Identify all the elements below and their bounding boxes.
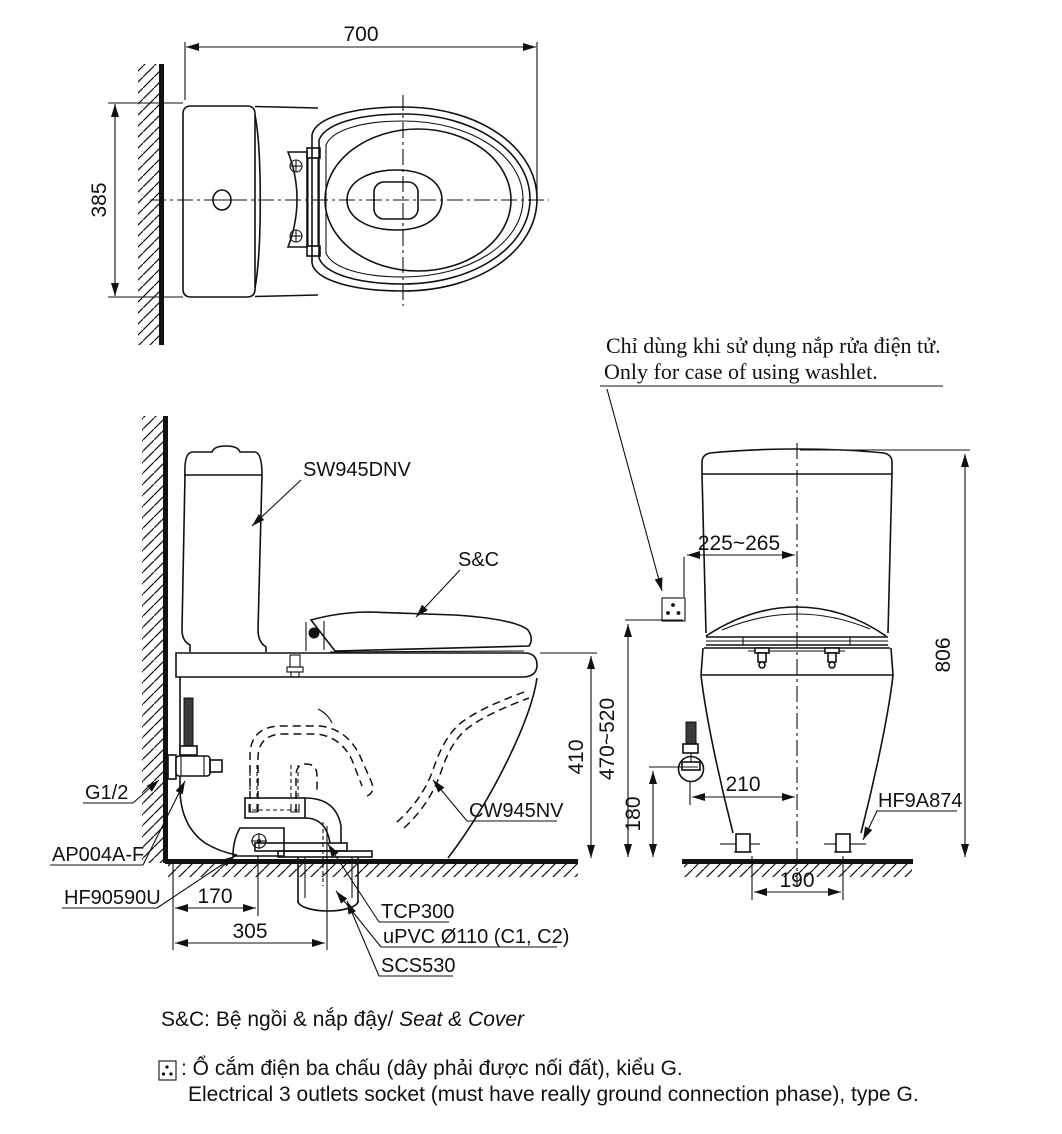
hinge-tab-top	[307, 148, 320, 158]
dim-305-text: 305	[232, 920, 268, 943]
tank-outline-top	[183, 106, 255, 297]
dim-valve-offset-210	[690, 773, 795, 805]
cover-outer	[312, 107, 537, 291]
power-socket-icon	[662, 598, 685, 621]
dim-210-text: 210	[725, 773, 761, 796]
flange-plate-1	[255, 843, 347, 851]
seat-hinge-bolt-left	[755, 648, 769, 668]
floor-hatch-side	[168, 864, 578, 877]
leader-tank	[252, 480, 301, 526]
label-adapter: SCS530	[381, 955, 456, 977]
label-drain-pipe: uPVC Ø110 (C1, C2)	[383, 926, 570, 948]
footnote-socket-vi: : Ổ cắm điện ba chấu (dây phải được nối đất), kiểu G.	[181, 1057, 683, 1080]
cover-rim2	[319, 114, 530, 284]
label-stop-valve: AP004A-F	[52, 844, 145, 866]
label-seat-cover: S&C	[458, 549, 500, 571]
dim-170-text: 170	[197, 885, 233, 908]
rim-side-left	[701, 648, 703, 675]
pedestal-front-left	[701, 675, 733, 833]
power-socket-icon-footnote	[159, 1061, 176, 1080]
deck-side	[176, 653, 537, 677]
dim-470-520-text: 470~520	[596, 697, 619, 781]
dim-385-text: 385	[88, 182, 111, 218]
dim-410-text: 410	[565, 739, 588, 775]
footnote-seat-cover	[161, 1008, 525, 1031]
hinge-tab-bottom	[307, 246, 320, 256]
label-flange: TCP300	[381, 901, 455, 923]
dim-806-text: 806	[932, 637, 955, 673]
seat-hinge-bolt-right	[825, 648, 839, 668]
flange-plate-2	[278, 851, 372, 857]
rim-side-right	[891, 648, 893, 675]
cover-dome	[706, 607, 886, 636]
dim-700-text: 700	[343, 23, 379, 46]
washlet-note-leader	[607, 389, 662, 591]
wall-hatch	[138, 64, 161, 345]
trap-inner	[258, 734, 362, 812]
footnote-socket-en: Electrical 3 outlets socket (must have really ground connection phase), type G.	[188, 1083, 919, 1106]
floor-bolt-left	[720, 834, 760, 852]
side-view	[50, 416, 597, 977]
hinge-bar	[308, 158, 318, 246]
dim-depth-385	[88, 103, 183, 297]
label-supply-thread: G1/2	[85, 782, 129, 804]
dim-socket-offset	[684, 532, 795, 597]
dim-width-700	[185, 23, 537, 200]
label-fixing: HF90590U	[64, 887, 161, 909]
seat-cover-side	[311, 612, 531, 651]
leader-bowl	[433, 780, 467, 821]
floor-bolt-right	[824, 834, 866, 852]
fill-valve-stub	[287, 655, 303, 677]
tank-side-right	[258, 475, 266, 652]
trap-weir	[318, 709, 332, 723]
dim-225-265-text: 225~265	[697, 532, 781, 555]
front-stop-valve	[679, 722, 704, 782]
wall-hatch-side	[142, 416, 165, 863]
front-view	[596, 443, 970, 900]
dim-rim-height-410	[540, 653, 597, 858]
stop-valve-assembly	[168, 698, 222, 779]
tank-front-right	[888, 474, 892, 633]
dim-190-text: 190	[779, 869, 815, 892]
leader-seat-cover	[416, 570, 460, 617]
hinge-knob-side	[309, 628, 320, 639]
footnote-seat-cover-vi: S&C: Bệ ngồi & nắp đậy/	[161, 1008, 400, 1031]
footnotes	[159, 1008, 919, 1106]
deck-edge-top	[255, 107, 318, 109]
label-tank: SW945DNV	[303, 459, 411, 481]
tank-side-left	[182, 475, 190, 652]
dim-180-text: 180	[622, 796, 645, 832]
label-bolt-cap: HF9A874	[878, 790, 963, 812]
top-view	[88, 23, 549, 345]
block-slot-right	[291, 804, 299, 812]
deck-edge-bottom	[255, 295, 318, 297]
footnote-seat-cover-en: Seat & Cover	[399, 1008, 525, 1031]
washlet-note-en: Only for case of using washlet.	[604, 359, 878, 384]
washlet-note-vi: Chỉ dùng khi sử dụng nắp rửa điện tử.	[606, 333, 941, 358]
label-bowl: CW945NV	[469, 800, 564, 822]
pedestal-front	[448, 678, 537, 858]
elbow-inner	[305, 818, 330, 843]
tank-side-top	[185, 446, 262, 475]
